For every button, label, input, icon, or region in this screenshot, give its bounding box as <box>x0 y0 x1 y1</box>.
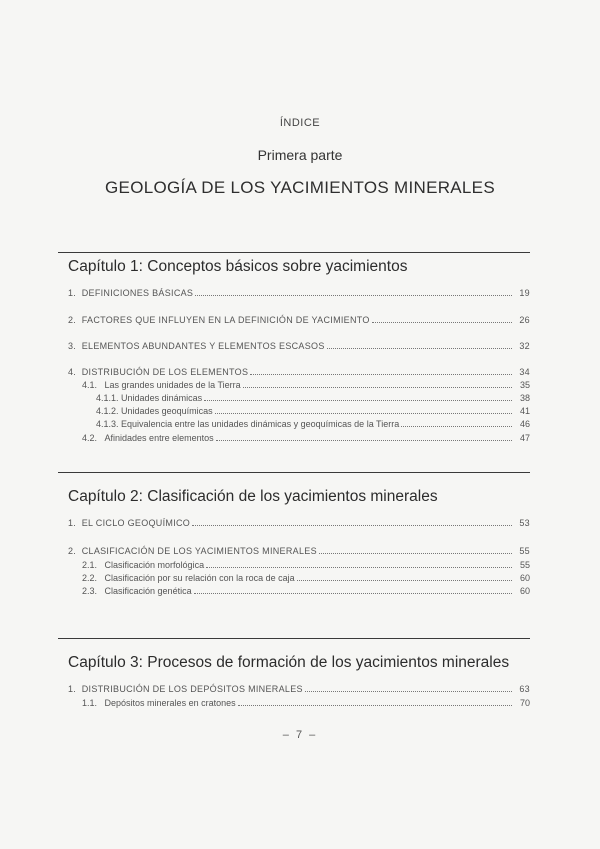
entry-number: 4.2. <box>82 433 98 443</box>
entry-page: 63 <box>519 684 530 694</box>
entry-text: DEFINICIONES BÁSICAS <box>81 288 194 298</box>
chapter-divider <box>58 472 530 473</box>
toc-entry <box>96 393 530 403</box>
chapter-divider <box>58 638 530 639</box>
entry-page: 38 <box>519 393 530 403</box>
entry-number: 1. <box>68 684 77 694</box>
entry-text: Depósitos minerales en cratones <box>104 698 236 708</box>
chapter-divider <box>58 252 530 253</box>
entry-text: Clasificación genética <box>104 586 192 596</box>
entry-number: 4. <box>68 367 77 377</box>
leader-dots <box>372 322 512 323</box>
entry-text: ELEMENTOS ABUNDANTES Y ELEMENTOS ESCASOS <box>81 341 325 351</box>
entry-number: 4.1. <box>82 380 98 390</box>
entry-number: 1. <box>68 288 77 298</box>
entry-page: 35 <box>519 380 530 390</box>
entry-number: 4.1.3. <box>96 419 119 429</box>
toc-entry <box>96 406 530 416</box>
index-label: ÍNDICE <box>279 117 321 129</box>
main-title: GEOLOGÍA DE LOS YACIMIENTOS MINERALES <box>105 178 495 197</box>
leader-dots <box>206 567 512 568</box>
entry-text: Clasificación morfológica <box>104 560 205 570</box>
part-label: Primera parte <box>257 147 343 163</box>
entry-number: 2. <box>68 315 77 325</box>
entry-page: 46 <box>519 419 530 429</box>
entry-number: 2.2. <box>82 573 98 583</box>
toc-entry <box>68 288 530 298</box>
leader-dots <box>238 705 512 706</box>
entry-text: Afinidades entre elementos <box>104 433 214 443</box>
chapter-title: Capítulo 2: Clasificación de los yacimientos minerales <box>68 488 438 505</box>
entry-page: 32 <box>519 341 530 351</box>
toc-entry <box>82 560 530 570</box>
entry-text: FACTORES QUE INFLUYEN EN LA DEFINICIÓN DE YACIMIENTO <box>81 315 370 325</box>
leader-dots <box>305 691 512 692</box>
leader-dots <box>195 295 512 296</box>
leader-dots <box>319 553 512 554</box>
entry-page: 70 <box>519 698 530 708</box>
entry-page: 41 <box>519 406 530 416</box>
entry-text: DISTRIBUCIÓN DE LOS ELEMENTOS <box>81 367 249 377</box>
leader-dots <box>327 348 512 349</box>
entry-number: 4.1.1. <box>96 393 119 403</box>
leader-dots <box>192 525 512 526</box>
toc-entry <box>68 315 530 325</box>
entry-number: 2.3. <box>82 586 98 596</box>
entry-text: Clasificación por su relación con la roca de caja <box>104 573 295 583</box>
toc-entry <box>82 698 530 708</box>
entry-page: 53 <box>519 518 530 528</box>
entry-number: 3. <box>68 341 77 351</box>
toc-entry <box>82 433 530 443</box>
entry-number: 4.1.2. <box>96 406 119 416</box>
leader-dots <box>216 440 512 441</box>
entry-page: 55 <box>519 560 530 570</box>
entry-number: 1.1. <box>82 698 98 708</box>
leader-dots <box>215 413 512 414</box>
entry-number: 2. <box>68 546 77 556</box>
entry-page: 26 <box>519 315 530 325</box>
toc-entry <box>68 367 530 377</box>
entry-text: CLASIFICACIÓN DE LOS YACIMIENTOS MINERALES <box>81 546 317 556</box>
leader-dots <box>297 580 512 581</box>
toc-entry <box>68 341 530 351</box>
entry-text: Las grandes unidades de la Tierra <box>104 380 241 390</box>
leader-dots <box>243 387 512 388</box>
toc-entry <box>82 573 530 583</box>
entry-page: 60 <box>519 573 530 583</box>
toc-entry <box>68 546 530 556</box>
toc-entry <box>96 419 530 429</box>
entry-page: 47 <box>519 433 530 443</box>
leader-dots <box>194 593 512 594</box>
entry-text: DISTRIBUCIÓN DE LOS DEPÓSITOS MINERALES <box>81 684 303 694</box>
toc-entry <box>82 380 530 390</box>
entry-text: Unidades geoquímicas <box>121 406 213 416</box>
toc-entry <box>82 586 530 596</box>
leader-dots <box>401 426 512 427</box>
toc-entry <box>68 684 530 694</box>
leader-dots <box>204 400 512 401</box>
entry-number: 1. <box>68 518 77 528</box>
toc-entry <box>68 518 530 528</box>
chapter-title: Capítulo 3: Procesos de formación de los yacimientos minerales <box>68 654 510 671</box>
entry-text: Equivalencia entre las unidades dinámicas y geoquímicas de la Tierra <box>121 419 400 429</box>
entry-page: 60 <box>519 586 530 596</box>
entry-page: 19 <box>519 288 530 298</box>
entry-text: Unidades dinámicas <box>121 393 203 403</box>
chapter-title: Capítulo 1: Conceptos básicos sobre yacimientos <box>68 258 408 275</box>
page-number: – 7 – <box>282 729 318 741</box>
entry-text: EL CICLO GEOQUÍMICO <box>81 518 191 528</box>
entry-page: 55 <box>519 546 530 556</box>
entry-number: 2.1. <box>82 560 98 570</box>
leader-dots <box>250 374 512 375</box>
entry-page: 34 <box>519 367 530 377</box>
